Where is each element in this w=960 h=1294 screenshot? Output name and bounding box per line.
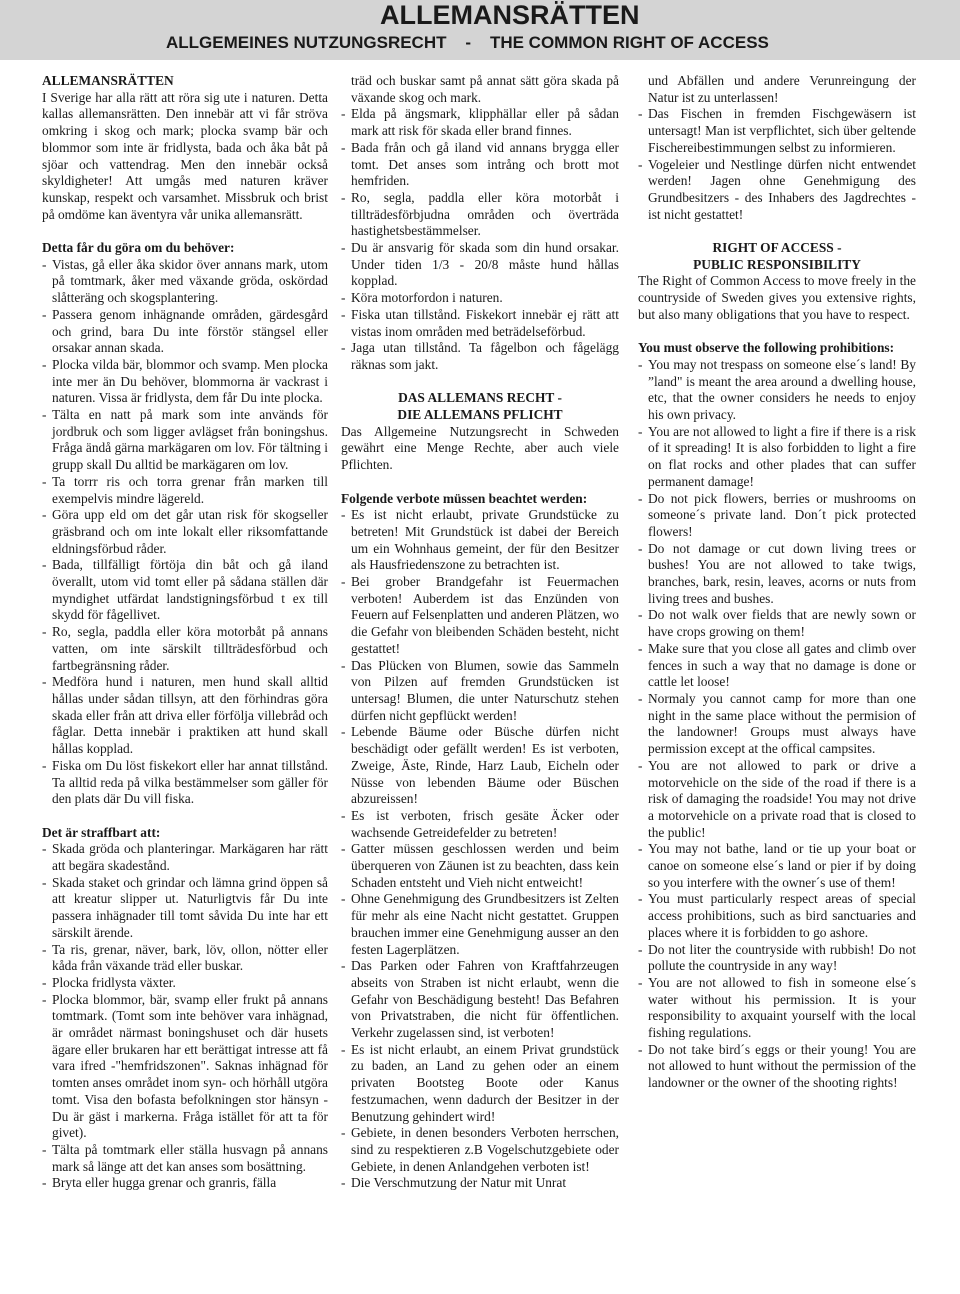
german-intro: Das Allgemeine Nutzungsrecht in Schweden gewährt eine Menge Rechte, aber auch viele Pflichten. (341, 423, 619, 473)
swedish-allowed-heading: Detta får du göra om du behöver: (42, 240, 235, 256)
list-item: - Du är ansvarig för skada som din hund orsakar. Under tiden 1/3 - 20/8 måste hund hållas kopplad. (341, 240, 619, 290)
column-right (638, 73, 916, 1092)
list-item: - Do not liter the countryside with rubbish! Do not pollute the countryside in any way! (638, 942, 916, 975)
list-item: - Make sure that you close all gates and climb over fences in such a way that no damage is done or cattle let loose! (638, 641, 916, 691)
list-item: - Do not take bird´s eggs or their young! You are not allowed to hunt without the permission of the landowner or the owner of the shooting rights! (638, 1042, 916, 1092)
german-prohibitions-heading: Folgende verbote müssen beachtet werden: (341, 490, 588, 506)
list-item: - You may not bathe, land or tie up your boat or canoe on someone else´s land or pier if by doing so you interfere with the owner´s use of them! (638, 841, 916, 891)
english-prohibitions-heading: You must observe the following prohibitions: (638, 340, 895, 356)
list-item: - Elda på ängsmark, klipphällar eller på sådan mark att risk för skada eller brand finnes. (341, 106, 619, 139)
german-heading-line-1: DAS ALLEMANS RECHT - (398, 390, 562, 406)
column-middle (341, 73, 619, 1192)
list-item: - Do not walk over fields that are newly sown or have crops growing on them! (638, 607, 916, 640)
list-item: - Plocka fridlysta växter. (42, 975, 328, 992)
list-item: und Abfällen und andere Verunreingung der Natur ist zu unterlassen! (648, 73, 916, 105)
list-item: - Das Parken oder Fahren von Kraftfahrzeugen abseits von Straben ist nicht erlaubt, wenn die Gefahr von Beschädigung besteht! Das Befahren von Privatstraben, die nicht für öffentlichen. Verkehr zugelassen sind, ist verboten! (341, 958, 619, 1042)
list-item: - Ta torrr ris och torra grenar från marken till exempelvis mindre lägereld. (42, 474, 328, 507)
list-item: träd och buskar samt på annat sätt göra skada på växande skog och mark. (351, 73, 619, 105)
list-item: - You must particularly respect areas of special access prohibitions, such as bird sanctuaries and places where it is forbidden to go ashore. (638, 891, 916, 941)
title-banner (0, 0, 960, 60)
column-swedish (42, 73, 328, 1192)
list-item: - Plocka blommor, bär, svamp eller frukt på annans tomtmark. (Tomt som inte behöver vara inhägnad, är området närmast boningshuset och där husets ägare eller brukaren har ett berättigat intresse att få vara ifred -"hemfridszonen". Saknas inhägnad för tomten anses området inom syn- och hörhåll utgöra tomt. Visa den bofasta befolkningen stor hänsyn - Du är gäst i markerna. Fråga istället för att ta för givet). (42, 992, 328, 1142)
list-item: - Die Verschmutzung der Natur mit Unrat (341, 1175, 619, 1192)
english-intro: The Right of Common Access to move freely in the countryside of Sweden gives you extensive rights, but also many obligations that you have to respect. (638, 273, 916, 322)
list-item: - Es ist nicht erlaubt, an einem Privat grundstück zu baden, an Land zu gehen oder an einem privaten Bootsteg Boote oder Kanus festzumachen, wenn dadurch der Besitzer in der Benutzung gehindert wird! (341, 1042, 619, 1126)
list-item: - Köra motorfordon i naturen. (341, 290, 619, 307)
english-heading-line-2: PUBLIC RESPONSIBILITY (693, 256, 861, 272)
list-item: - Ro, segla, paddla eller köra motorbåt på annans vatten, om inte särskilt tillträdesförbud och fartbegränsning råder. (42, 624, 328, 674)
swedish-heading: ALLEMANSRÄTTEN (42, 73, 174, 88)
list-item: - You are not allowed to fish in someone else´s water without his permission. It is your responsibility to axquaint yourself with the local fishing regulations. (638, 975, 916, 1042)
page-subtitle: ALLGEMEINES NUTZUNGSRECHT - THE COMMON RIGHT OF ACCESS (166, 33, 769, 52)
list-item: - Normaly you cannot camp for more than one night in the same place without the permision of the landowner! Groups must always have permission except at the offical campsites. (638, 691, 916, 758)
list-item: - Passera genom inhägnande områden, gärdesgård och grind, bara Du inte förstör stängsel eller orsakar annan skada. (42, 307, 328, 357)
swedish-punishable-list (42, 841, 328, 1192)
list-item: - Skada gröda och planteringar. Markägaren har rätt att begära skadestånd. (42, 841, 328, 874)
list-item: - Bada från och gå iland vid annans brygga eller tomt. Det anses som intrång och brott mot hemfriden. (341, 140, 619, 190)
english-prohibitions-list (638, 357, 916, 1092)
list-item: - Fiska om Du löst fiskekort eller har annat tillstånd. Ta alltid reda på vilka bestämmelser som gäller för den plats där Du vill fiska. (42, 758, 328, 808)
german-prohibitions-list (341, 507, 619, 1192)
list-item: - Medföra hund i naturen, men hund skall alltid hållas under sådan tillsyn, att den förhindras göra skada eller från att driva eller förfölja villebråd och fåglar. Detta innebär i praktiken att hund skall hållas kopplad. (42, 674, 328, 758)
list-item: - Vistas, gå eller åka skidor över annans mark, utom på tomtmark, åker med växande gröda, oskördad slåtteräng och skogsplantering. (42, 257, 328, 307)
list-item: - Do not pick flowers, berries or mushrooms on someone´s private land. Don´t pick protected flowers! (638, 491, 916, 541)
list-item: - Göra upp eld om det går utan risk för skogseller gräsbrand och om inte lokalt eller riksomfattande eldningsförbud råder. (42, 507, 328, 557)
swedish-allowed-list (42, 257, 328, 808)
list-item: - Do not damage or cut down living trees or bushes! You are not allowed to take twigs, branches, bark, resin, leaves, acorns or nuts from living trees and bushes. (638, 541, 916, 608)
list-item: - Ta ris, grenar, näver, bark, löv, ollon, nötter eller kåda från växande träd eller buskar. (42, 942, 328, 975)
list-item: - You are not allowed to light a fire if there is a risk of it spreading! It is also forbidden to light a fire on flat rocks and other plades that can suffer permanent damage! (638, 424, 916, 491)
list-item: - Plocka vilda bär, blommor och svamp. Men plocka inte mer än Du behöver, blommorna är vackrast i naturen. Vissa är fridlysta, dem får Du inte plocka. (42, 357, 328, 407)
list-item: - Es ist nicht erlaubt, private Grundstücke zu betreten! Mit Grundstück ist dabei der Bereich um ein Wohnhaus gemeint, der für den Besitzer als Hausfriedenszone zu betrachten ist. (341, 507, 619, 574)
list-item: - Fiska utan tillstånd. Fiskekort innebär ej rätt att vistas inom områden med beträdelseförbud. (341, 307, 619, 340)
list-item: - Lebende Bäume oder Büsche dürfen nicht beschädigt oder gefällt werden! Es ist verboten, Zweige, Äste, Rinde, Harz Laub, Eicheln oder Nüsse von lebenden Bäume oder Büschen abzureissen! (341, 724, 619, 808)
list-item: - Vogeleier und Nestlinge dürfen nicht entwendet werden! Jagen ohne Genehmigung des Grundbesitzers - des Inhabers des Jagdrechtes - ist nicht gestattet! (638, 157, 916, 224)
list-item: - Es ist verboten, frisch gesäte Äcker oder wachsende Getreidefelder zu betreten! (341, 808, 619, 841)
list-item: - Bryta eller hugga grenar och granris, fälla (42, 1175, 328, 1192)
list-item: - Bada, tillfälligt förtöja din båt och gå iland överallt, utom vid tomt eller på sådana ställen där myndighet utfärdat landstigningsförbud t ex till skydd för fågellivet. (42, 557, 328, 624)
german-heading-line-2: DIE ALLEMANS PFLICHT (397, 407, 563, 423)
swedish-intro: I Sverige har alla rätt att röra sig ute i naturen. Detta kallas allemansrätten. Den innebär att vi får ströva omkring i skog och mark; plocka svamp bär och blommor som inte är fridlysta, bada och åka båt på sjöar och vattendrag. Men den innebär också skyldigheter! Att umgås med naturen kräver kunskap, respekt och varsamhet. Missbruk och brist på omdöme kan äventyra vår unika allemansrätt. (42, 89, 328, 222)
list-item: - Das Fischen in fremden Fischgewäsern ist untersagt! Man ist verpflichtet, sich über geltende Fischereibestimmungen selbst zu informieren. (638, 106, 916, 156)
list-item: - Gatter müssen geschlossen werden und beim überqueren von Zäunen ist zu beachten, dass kein Schaden entsteht und Vieh nicht entweicht! (341, 841, 619, 891)
list-item: - Bei grober Brandgefahr ist Feuermachen verboten! Auberdem ist das Enzünden von Feuern auf Felsenplatten und anderen Plätzen, wo die Gefahr von bleibenden Schäden besteht, nicht gestattet! (341, 574, 619, 658)
list-item: - Tälta en natt på mark som inte används för jordbruk och som ligger avlägset från boningshus. Fråga ändå gärna markägaren om lov. För tältning i grupp skall Du alltid be markägaren om lov. (42, 407, 328, 474)
page-title: ALLEMANSRÄTTEN (380, 0, 640, 30)
list-item: - Gebiete, in denen besonders Verboten herrschen, sind zu respektieren z.B Vogelschutzgebiete oder Gebiete, in denen Anlandgehen verboten ist! (341, 1125, 619, 1175)
german-prohibitions-list-continued (638, 73, 916, 223)
list-item: - Ro, segla, paddla eller köra motorbåt i tillträdesförbjudna områden och överträda hastighetsbestämmelser. (341, 190, 619, 240)
list-item: - Ohne Genehmigung des Grundbesitzers ist Zelten für mehr als eine Nacht nicht gestattet. Gruppen brauchen immer eine Genehmigung ausser an den festen Lagerplätzen. (341, 891, 619, 958)
swedish-punishable-heading: Det är straffbart att: (42, 824, 161, 840)
list-item: - Das Plücken von Blumen, sowie das Sammeln von Pilzen auf fremden Grundstücken ist untersag! Blumen, die unter Naturschutz stehen dürfen nicht gepflückt werden! (341, 658, 619, 725)
list-item: - You are not allowed to park or drive a motorvehicle on the side of the road if there is a risk of damaging the roadside! You may not drive a motorvehicle on a private road that is closed to the public! (638, 758, 916, 842)
list-item: - Jaga utan tillstånd. Ta fågelbon och fågelägg räknas som jakt. (341, 340, 619, 373)
list-item: - You may not trespass on someone else´s land! By ”land" is meant the area around a dwelling house, etc, that the owner considers he needs to enjoy his own privacy. (638, 357, 916, 424)
english-heading-line-1: RIGHT OF ACCESS - (712, 240, 842, 256)
list-item: - Skada staket och grindar och lämna grind öppen så att kreatur slipper ut. Naturligtvis får Du inte passera inhägnader till tomt såvida Du inte har ett särskilt ärende. (42, 875, 328, 942)
swedish-punishable-list-continued (341, 73, 619, 374)
list-item: - Tälta på tomtmark eller ställa husvagn på annans mark så länge att det kan anses som bosättning. (42, 1142, 328, 1175)
